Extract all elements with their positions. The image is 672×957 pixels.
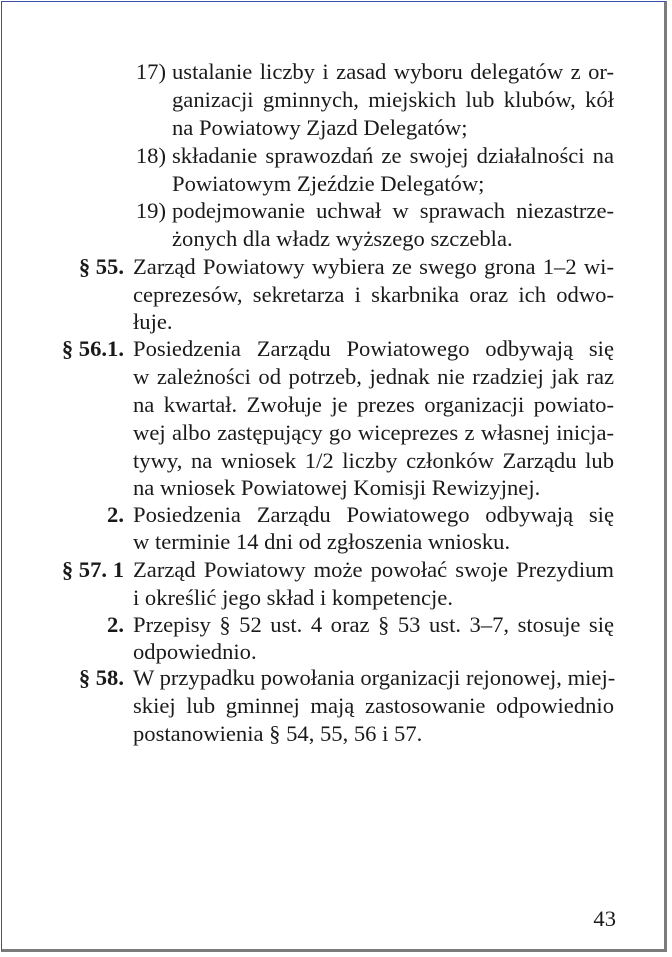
section-line: W przypadku powołania organizacji rejonowej, miej-	[133, 665, 616, 690]
section-label: § 56.1.	[61, 336, 124, 361]
page-number: 43	[593, 906, 616, 931]
section-line: postanowienia § 54, 55, 56 i 57.	[133, 721, 423, 746]
section-line: odpowiednio.	[133, 639, 257, 664]
list-item-line: podejmowanie uchwał w sprawach niezastrze-	[172, 198, 614, 223]
section-line: na kwartał. Zwołuje je prezes organizacji powiato-	[133, 392, 614, 417]
section-line: Posiedzenia Zarządu Powiatowego odbywają się	[133, 336, 614, 361]
section-line: w zależności od potrzeb, jednak nie rzadziej jak raz	[133, 364, 614, 389]
section-line: wej albo zastępujący go wiceprezes z własnej inicja-	[133, 420, 614, 445]
list-item-line: ganizacji gminnych, miejskich lub klubów, kół	[172, 87, 614, 112]
section-line: Posiedzenia Zarządu Powiatowego odbywają się	[133, 502, 614, 527]
section-label: § 58.	[78, 665, 124, 690]
section-line: Zarząd Powiatowy może powołać swoje Prezydium	[133, 557, 614, 582]
section-label: § 55.	[78, 254, 124, 279]
section-line: i określić jego skład i kompetencje.	[133, 585, 453, 610]
list-item-line: żonych dla władz wyższego szczebla.	[172, 226, 513, 251]
list-item-number: 18)	[135, 143, 166, 168]
list-item-number: 19)	[135, 198, 166, 223]
list-item-line: składanie sprawozdań ze swojej działalności na	[172, 143, 614, 168]
list-item-line: Powiatowym Zjeździe Delegatów;	[172, 171, 485, 196]
section-line: Przepisy § 52 ust. 4 oraz § 53 ust. 3–7, stosuje się	[133, 612, 614, 637]
section-label: 2.	[107, 502, 124, 527]
section-label: § 57. 1	[61, 557, 124, 582]
list-item-number: 17)	[135, 59, 166, 84]
section-label: 2.	[107, 612, 124, 637]
section-line: na wniosek Powiatowej Komisji Rewizyjnej.	[133, 475, 541, 500]
section-line: Zarząd Powiatowy wybiera ze swego grona 1–2 wi-	[133, 254, 614, 279]
section-line: skiej lub gminnej mają zastosowanie odpowiednio	[133, 693, 614, 718]
section-line: łuje.	[133, 309, 173, 334]
section-line: ceprezesów, sekretarza i skarbnika oraz ich odwo-	[133, 282, 614, 307]
list-item-line: ustalanie liczby i zasad wyboru delegatów z or-	[172, 59, 614, 84]
section-line: tywy, na wniosek 1/2 liczby członków Zarządu lub	[133, 448, 614, 473]
list-item-line: na Powiatowy Zjazd Delegatów;	[172, 115, 468, 140]
section-line: w terminie 14 dni od zgłoszenia wniosku.	[133, 529, 511, 554]
